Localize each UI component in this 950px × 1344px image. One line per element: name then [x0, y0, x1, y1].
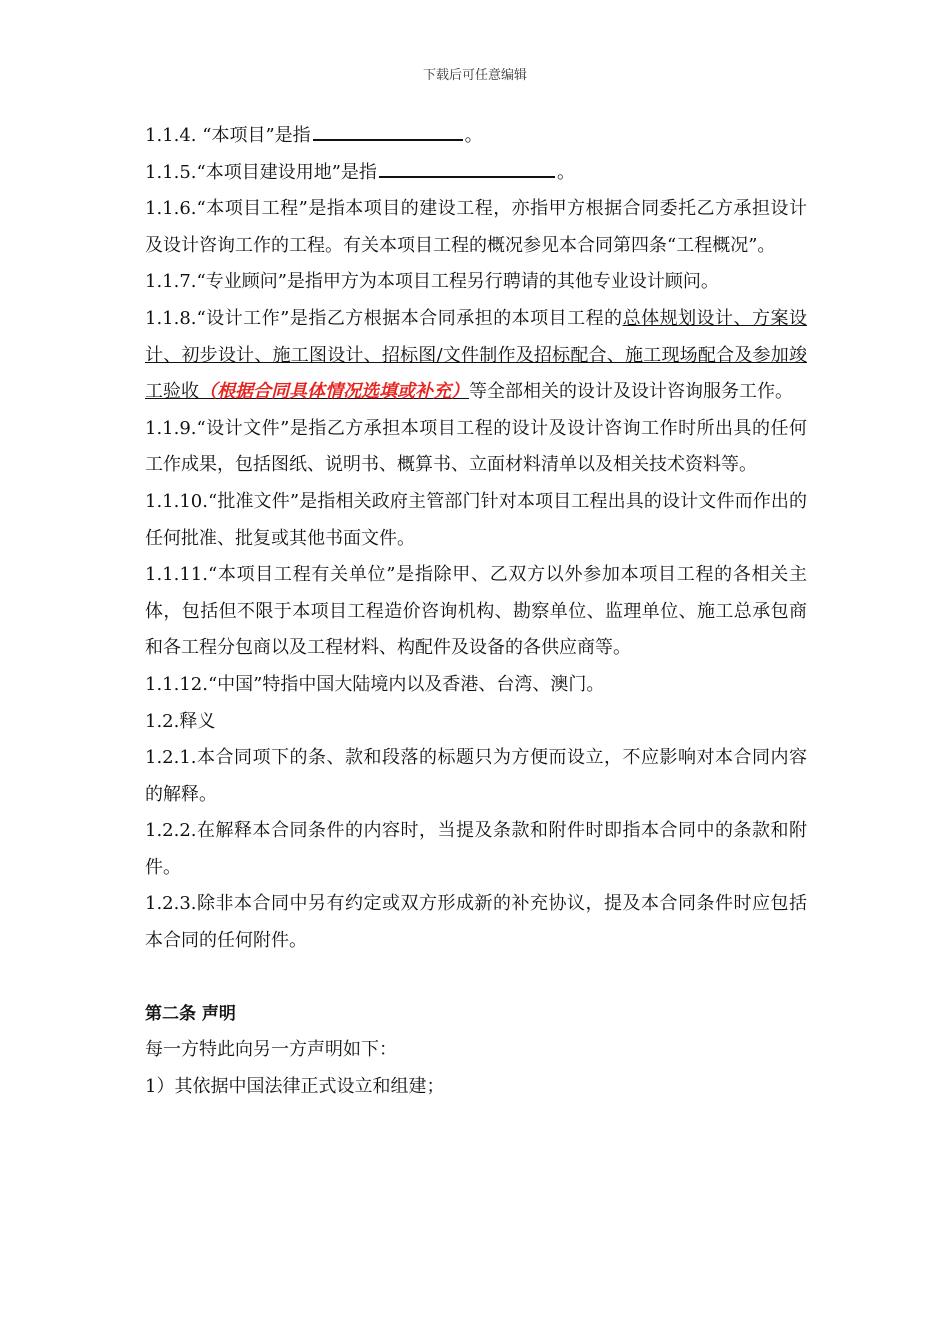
clause-text: 1.1.5.“本项目建设用地”是指 — [145, 161, 377, 183]
section-gap — [145, 960, 807, 996]
clause-text: 1.1.8.“设计工作”是指乙方根据本合同承担的本项目工程的 — [145, 307, 623, 329]
clause-1-1-11: 1.1.11.“本项目工程有关单位”是指除甲、乙双方以外参加本项目工程的各相关主体，包括但不限于本项目工程造价咨询机构、勘察单位、监理单位、施工总承包商和各工程分包商以及工程材料、构配件及设备的各供应商等。 — [145, 564, 807, 659]
page-header: 下载后可任意编辑 — [422, 68, 527, 83]
clause-text: 。 — [556, 161, 575, 183]
clause-1-1-9: 1.1.9.“设计文件”是指乙方承担本项目工程的设计及设计咨询工作时所出具的任何工作成果，包括图纸、说明书、概算书、立面材料清单以及相关技术资料等。 — [145, 417, 807, 476]
clause-1-1-8 — [145, 301, 807, 411]
clause-1-2-1: 1.2.1.本合同项下的条、款和段落的标题只为方便而设立，不应影响对本合同内容的解释。 — [145, 747, 807, 805]
clause-text: 等全部相关的设计及设计咨询服务工作。 — [469, 381, 793, 403]
declaration-item-1: 1）其依据中国法律正式设立和组建； — [145, 1075, 445, 1097]
clause-text: 。 — [464, 125, 483, 146]
declaration-intro: 每一方特此向另一方声明如下： — [145, 1039, 397, 1061]
section-heading: 第二条 声明 — [145, 1003, 236, 1024]
fill-blank[interactable] — [379, 156, 555, 178]
clause-1-1-10: 1.1.10.“批准文件”是指相关政府主管部门针对本项目工程出具的设计文件而作出的任何批准、批复或其他书面文件。 — [145, 490, 807, 549]
clause-1-1-12: 1.1.12.“中国”特指中国大陆境内以及香港、台湾、澳门。 — [145, 673, 605, 695]
clause-1-1-5 — [145, 155, 807, 192]
clause-1-1-7: 1.1.7.“专业顾问”是指甲方为本项目工程另行聘请的其他专业设计顾问。 — [145, 271, 719, 293]
clause-text: 1.1.4. “本项目”是指 — [145, 125, 311, 146]
clause-1-1-4 — [145, 118, 807, 155]
clause-1-2-3: 1.2.3.除非本合同中另有约定或双方形成新的补充协议，提及本合同条件时应包括本合同的任何附件。 — [145, 893, 807, 952]
clause-1-1-6: 1.1.6.“本项目工程”是指本项目的建设工程，亦指甲方根据合同委托乙方承担设计及设计咨询工作的工程。有关本项目工程的概况参见本合同第四条“工程概况”。 — [145, 198, 807, 256]
fill-blank[interactable] — [313, 119, 463, 141]
underlined-scope: 总体规划设计、方案设计、初步设计、施工图设计、招标图/文件制作及招标配合、施工现场配合及参加竣工验收 — [145, 307, 807, 403]
red-note: （根据合同具体情况选填或补充） — [199, 381, 469, 403]
document-body — [145, 118, 807, 1105]
clause-1-2: 1.2.释义 — [145, 710, 216, 732]
clause-1-2-2: 1.2.2.在解释本合同条件的内容时，当提及条款和附件时即指本合同中的条款和附件。 — [145, 820, 807, 878]
